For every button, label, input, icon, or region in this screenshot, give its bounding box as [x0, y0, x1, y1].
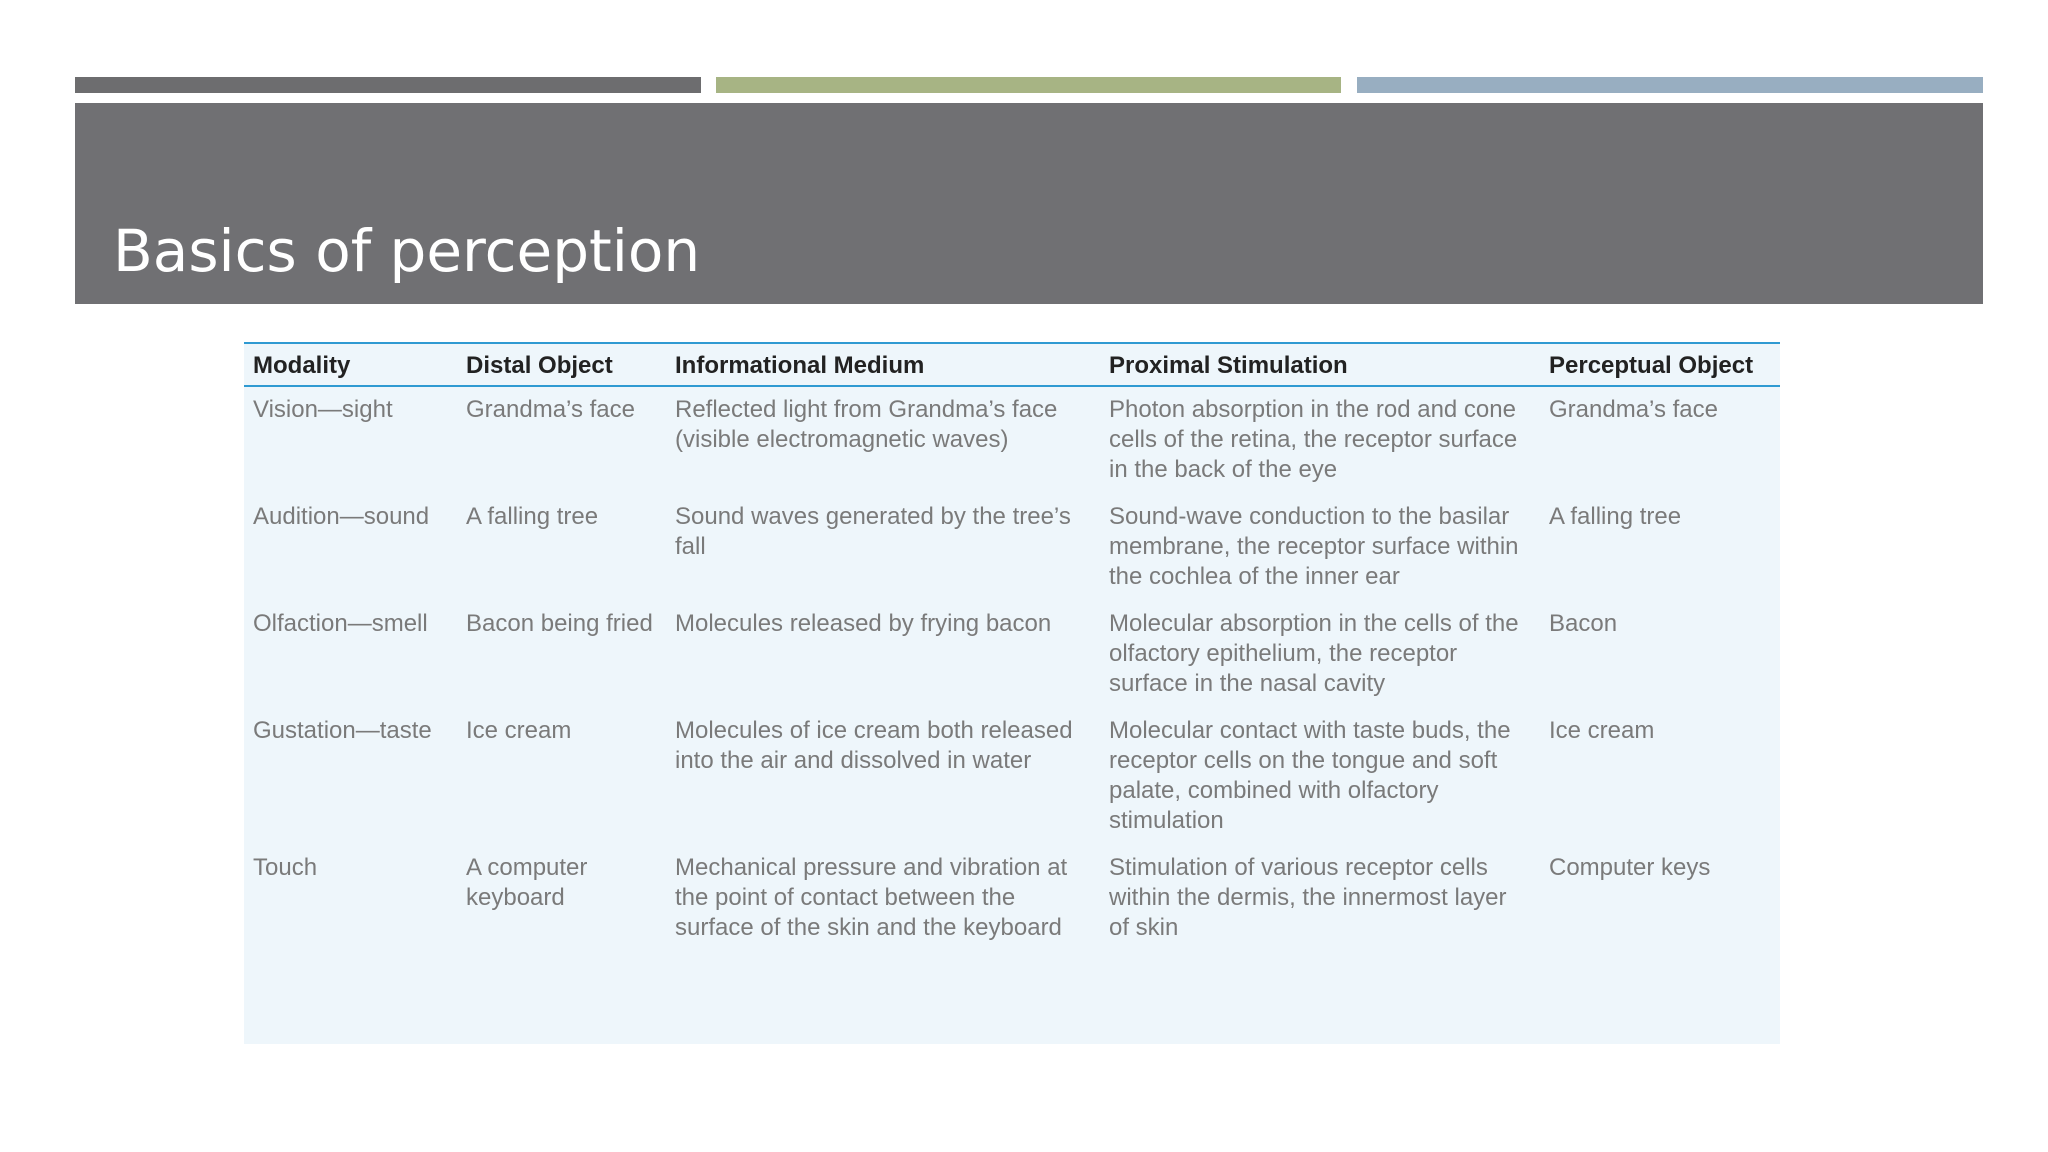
accent-bar-blue: [1357, 77, 1983, 93]
cell-proximal-stimulation: Photon absorption in the rod and cone cells of the retina, the receptor surface in the back of the eye: [1109, 396, 1518, 483]
cell-proximal-stimulation: Sound-wave conduction to the basilar membrane, the receptor surface within the cochlea of the inner ear: [1109, 503, 1519, 590]
cell-perceptual-object: A falling tree: [1549, 503, 1682, 530]
header-perceptual-object: Perceptual Object: [1540, 343, 1780, 386]
cell-modality: Olfaction—smell: [253, 610, 428, 637]
cell-proximal-stimulation: Stimulation of various receptor cells within the dermis, the innermost layer of skin: [1109, 854, 1507, 941]
cell-distal-object: A computer keyboard: [466, 854, 588, 911]
header-proximal-stimulation: Proximal Stimulation: [1100, 343, 1540, 386]
header-informational-medium: Informational Medium: [666, 343, 1100, 386]
cell-perceptual-object: Bacon: [1549, 610, 1618, 637]
cell-informational-medium: Reflected light from Grandma’s face (visible electromagnetic waves): [675, 396, 1058, 453]
cell-distal-object: Bacon being fried: [466, 610, 653, 637]
accent-bar-gray: [75, 77, 701, 93]
perception-table: [244, 342, 1780, 952]
cell-informational-medium: Molecules released by frying bacon: [675, 610, 1052, 637]
perception-table-image: [244, 342, 1780, 1044]
cell-perceptual-object: Grandma’s face: [1549, 396, 1718, 423]
table-header-row: [244, 343, 1780, 386]
cell-informational-medium: Molecules of ice cream both released into the air and dissolved in water: [675, 717, 1073, 774]
accent-bar-green: [716, 77, 1341, 93]
cell-informational-medium: Sound waves generated by the tree’s fall: [675, 503, 1071, 560]
cell-modality: Vision—sight: [253, 396, 393, 423]
table-row: [244, 494, 1780, 601]
cell-proximal-stimulation: Molecular absorption in the cells of the olfactory epithelium, the receptor surface in the nasal cavity: [1109, 610, 1519, 697]
header-distal-object: Distal Object: [457, 343, 666, 386]
slide-title: Basics of perception: [113, 217, 701, 285]
table-row: [244, 708, 1780, 845]
table-row: [244, 601, 1780, 708]
table-row: [244, 386, 1780, 494]
cell-perceptual-object: Computer keys: [1549, 854, 1711, 881]
cell-modality: Audition—sound: [253, 503, 430, 530]
cell-perceptual-object: Ice cream: [1549, 717, 1655, 744]
cell-informational-medium: Mechanical pressure and vibration at the point of contact between the surface of the skin and the keyboard: [675, 854, 1068, 941]
table-row: [244, 845, 1780, 952]
cell-modality: Touch: [253, 854, 318, 881]
cell-modality: Gustation—taste: [253, 717, 432, 744]
cell-distal-object: Ice cream: [466, 717, 572, 744]
header-modality: Modality: [244, 343, 457, 386]
cell-proximal-stimulation: Molecular contact with taste buds, the receptor cells on the tongue and soft palate, combined with olfactory stimulation: [1109, 717, 1511, 834]
cell-distal-object: Grandma’s face: [466, 396, 635, 423]
cell-distal-object: A falling tree: [466, 503, 599, 530]
